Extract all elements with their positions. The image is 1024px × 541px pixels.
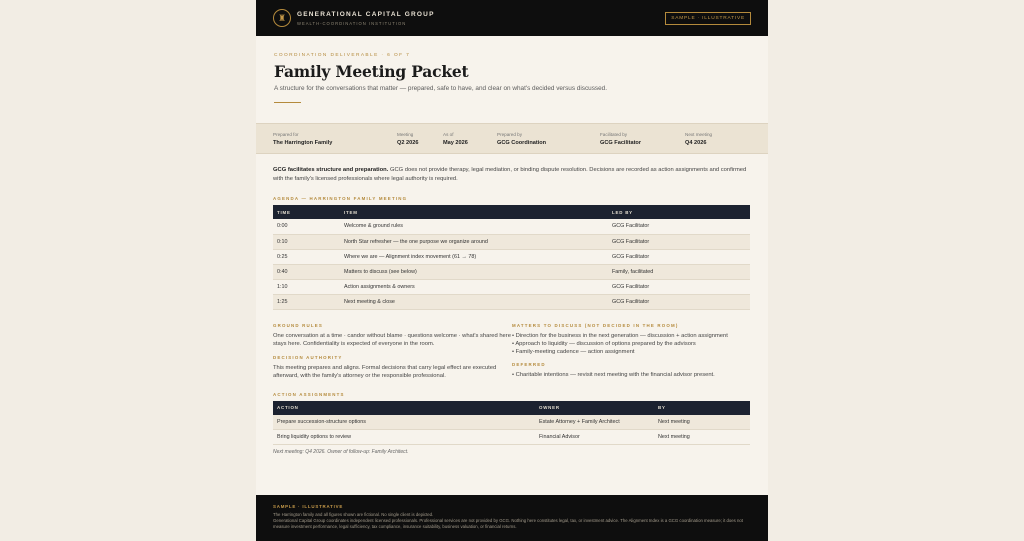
meta-value: GCG Coordination (497, 140, 547, 146)
brand (297, 11, 435, 26)
page-title: Family Meeting Packet (274, 62, 469, 81)
matters-label: MATTERS TO DISCUSS (NOT DECIDED IN THE ROOM) (512, 322, 679, 328)
document-body (256, 154, 768, 455)
meta-value: May 2026 (443, 140, 468, 146)
document-page (256, 0, 768, 541)
left-column (273, 323, 512, 381)
intro-lead: GCG facilitates structure and preparation. (273, 167, 389, 173)
list-item: • Direction for the business in the next generation — discussion + action assignment (512, 332, 728, 339)
agenda-header-row (273, 205, 750, 219)
action-owner: Financial Advisor (535, 430, 654, 445)
agenda-item: Where we are — Alignment index movement (61 → 78) (340, 249, 608, 264)
agenda-time: 0:10 (273, 234, 340, 249)
list-item: • Approach to liquidity — discussion of options prepared by the advisors (512, 340, 696, 347)
brand-subtitle: WEALTH-COORDINATION INSTITUTION (297, 20, 407, 26)
footer (256, 495, 768, 541)
agenda-table (273, 205, 750, 310)
table-row (273, 430, 750, 445)
agenda-led-by: GCG Facilitator (608, 294, 750, 309)
page-subtitle: A structure for the conversations that matter — prepared, safe to have, and clear on what's decided versus discussed. (274, 85, 607, 92)
actions-col-action: ACTION (273, 401, 535, 415)
meta-value: The Harrington Family (273, 140, 333, 146)
agenda-time: 1:25 (273, 294, 340, 309)
table-row (273, 219, 750, 234)
action-owner: Estate Attorney + Family Architect (535, 415, 654, 430)
action-text: Prepare succession-structure options (273, 415, 535, 430)
meta-as-of (443, 132, 468, 146)
table-row (273, 249, 750, 264)
actions-label: ACTION ASSIGNMENTS (273, 391, 345, 397)
decision-authority-text: This meeting prepares and aligns. Formal decisions that carry legal effect are executed afterward, with the family's attorney or the responsible professional. (273, 364, 497, 379)
decision-authority-label: DECISION AUTHORITY (273, 354, 343, 360)
meta-value: Q2 2026 (397, 140, 419, 146)
brand-name: GENERATIONAL CAPITAL GROUP (297, 10, 435, 18)
agenda-led-by: GCG Facilitator (608, 249, 750, 264)
table-row (273, 264, 750, 279)
table-row (273, 415, 750, 430)
action-by: Next meeting (654, 430, 750, 445)
table-row (273, 294, 750, 309)
table-row (273, 234, 750, 249)
meta-next-meeting (685, 132, 712, 146)
meta-value: Q4 2026 (685, 140, 707, 146)
agenda-item: North Star refresher — the one purpose we organize around (340, 234, 608, 249)
meta-label: Prepared by (497, 132, 523, 137)
actions-table (273, 401, 750, 446)
meta-label: Facilitated by (600, 132, 628, 137)
ground-rules-text: One conversation at a time · candor without blame · questions welcome · what's shared here stays here. Confidentiality is expected of everyone in the room. (273, 332, 511, 347)
action-text: Bring liquidity options to review (273, 430, 535, 445)
meta-label: Prepared for (273, 132, 299, 137)
agenda-col-time: TIME (273, 205, 340, 219)
meta-label: Next meeting (685, 132, 713, 137)
agenda-led-by: GCG Facilitator (608, 279, 750, 294)
crest-logo-icon: ♜ (273, 9, 291, 27)
actions-col-owner: OWNER (535, 401, 654, 415)
meta-value: GCG Facilitator (600, 140, 642, 146)
meta-facilitated-by (600, 132, 641, 146)
agenda-time: 1:10 (273, 279, 340, 294)
agenda-time: 0:40 (273, 264, 340, 279)
two-column-section (273, 323, 751, 381)
agenda-time: 0:25 (273, 249, 340, 264)
hero (256, 36, 768, 123)
meta-strip (256, 123, 768, 154)
ground-rules-label: GROUND RULES (273, 322, 324, 328)
meta-meeting (397, 132, 418, 146)
agenda-label: AGENDA — HARRINGTON FAMILY MEETING (273, 196, 408, 201)
meta-label: As of (443, 132, 454, 137)
top-bar (256, 0, 768, 36)
meta-prepared-for (273, 132, 332, 146)
deferred-label: DEFERRED (512, 362, 546, 368)
intro-note (273, 166, 751, 184)
sample-badge: SAMPLE · ILLUSTRATIVE (665, 12, 751, 25)
meta-label: Meeting (397, 132, 414, 137)
agenda-item: Next meeting & close (340, 294, 608, 309)
actions-header-row (273, 401, 750, 415)
agenda-item: Action assignments & owners (340, 279, 608, 294)
footer-disclaimer-2: Generational Capital Group coordinates independent licensed professionals. Professional services are not provided by GCG. Nothing here constitutes legal, tax, or investment advice. The Alignment Index is a GCG coordination measure; it does not measure investment performance, legal sufficiency, tax compliance, insurance suitability, business valuation, or financial returns. (273, 518, 743, 529)
footer-eyebrow: SAMPLE · ILLUSTRATIVE (273, 504, 344, 509)
agenda-led-by: Family, facilitated (608, 264, 750, 279)
list-item: • Family-meeting cadence — action assignment (512, 348, 635, 355)
gold-rule (274, 102, 301, 103)
agenda-led-by: GCG Facilitator (608, 219, 750, 234)
agenda-item: Matters to discuss (see below) (340, 264, 608, 279)
actions-col-by: BY (654, 401, 750, 415)
meta-prepared-by (497, 132, 546, 146)
agenda-col-item: ITEM (340, 205, 608, 219)
agenda-item: Welcome & ground rules (340, 219, 608, 234)
footer-disclaimer-1: The Harrington family and all figures shown are fictional. No single client is depicted. (273, 512, 434, 517)
intro-text: GCG does not provide therapy, legal mediation, or binding dispute resolution. Decisions are recorded as action assignments and confirmed with the family's licensed professionals where legal authority is required. (273, 167, 747, 182)
table-row (273, 279, 750, 294)
agenda-col-led-by: LED BY (608, 205, 750, 219)
agenda-time: 0:00 (273, 219, 340, 234)
deliverable-eyebrow: COORDINATION DELIVERABLE · 6 OF 7 (274, 53, 411, 58)
action-by: Next meeting (654, 415, 750, 430)
agenda-led-by: GCG Facilitator (608, 234, 750, 249)
matters-list (512, 332, 750, 357)
right-column (512, 323, 750, 381)
actions-footnote: Next meeting: Q4 2026. Owner of follow-up: Family Architect. (273, 449, 409, 455)
list-item: • Charitable intentions — revisit next meeting with the financial advisor present. (512, 372, 715, 379)
